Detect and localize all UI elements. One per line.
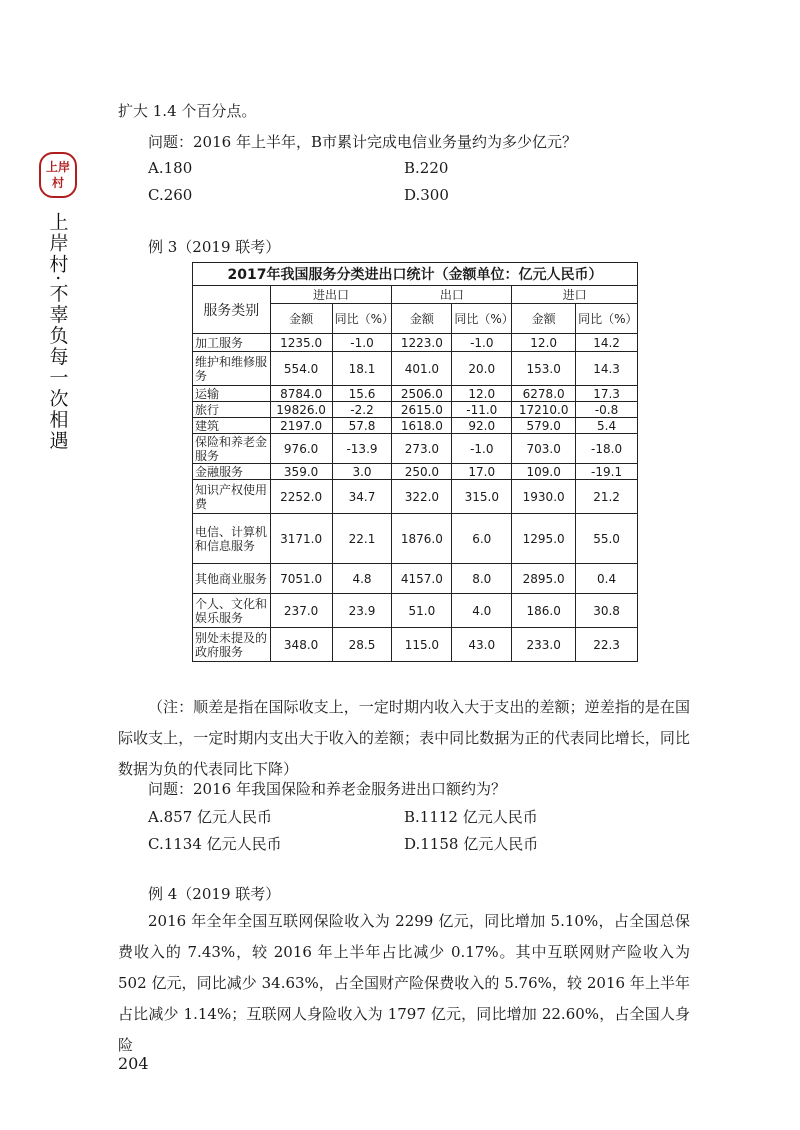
row-value: 14.3 (576, 352, 638, 386)
row-value: 6278.0 (512, 386, 576, 402)
row-value: 51.0 (392, 594, 452, 628)
row-value: 1223.0 (392, 334, 452, 352)
row-value: 57.8 (332, 418, 392, 434)
row-value: 233.0 (512, 628, 576, 662)
row-value: -1.0 (452, 334, 512, 352)
table-row (193, 594, 638, 628)
header-group-export: 出口 (392, 286, 512, 304)
row-value: -18.0 (576, 434, 638, 464)
table-row (193, 480, 638, 514)
row-value: 237.0 (270, 594, 332, 628)
row-value: 2615.0 (392, 402, 452, 418)
row-value: 20.0 (452, 352, 512, 386)
row-value: 55.0 (576, 514, 638, 564)
table-row (193, 434, 638, 464)
row-value: -1.0 (452, 434, 512, 464)
table-body (193, 334, 638, 662)
sub-header: 金额 (270, 304, 332, 334)
row-value: 1930.0 (512, 480, 576, 514)
row-value: 109.0 (512, 464, 576, 480)
row-value: 6.0 (452, 514, 512, 564)
continued-line: 扩大 1.4 个百分点。 (118, 102, 257, 120)
row-value: 1295.0 (512, 514, 576, 564)
note-text: （注：顺差是指在国际收支上，一定时期内收入大于支出的差额；逆差指的是在国际收支上，一定时期内支出大于收入的差额；表中同比数据为正的代表同比增长，同比数据为负的代表同比下降） (118, 698, 690, 778)
brand-seal-logo (39, 152, 77, 198)
row-value: 5.4 (576, 418, 638, 434)
seal-text-bottom: 村 (51, 176, 64, 190)
row-value: 30.8 (576, 594, 638, 628)
header-group-total: 进出口 (270, 286, 392, 304)
option-b: B.220 (404, 159, 449, 177)
option-d-2: D.1158 亿元人民币 (404, 835, 539, 853)
row-value: 579.0 (512, 418, 576, 434)
seal-text-top: 上岸 (45, 160, 70, 174)
row-value: 28.5 (332, 628, 392, 662)
row-value: 2895.0 (512, 564, 576, 594)
row-value: 3171.0 (270, 514, 332, 564)
row-value: 15.6 (332, 386, 392, 402)
service-trade-table (192, 262, 638, 662)
table-row (193, 464, 638, 480)
row-value: 348.0 (270, 628, 332, 662)
table-row (193, 514, 638, 564)
row-value: 17.0 (452, 464, 512, 480)
row-value: 153.0 (512, 352, 576, 386)
row-value: -0.8 (576, 402, 638, 418)
row-value: -1.0 (332, 334, 392, 352)
sub-header: 同比（%） (576, 304, 638, 334)
page-number: 204 (118, 1054, 149, 1073)
table-row (193, 352, 638, 386)
row-value: 1235.0 (270, 334, 332, 352)
row-value: 21.2 (576, 480, 638, 514)
row-value: 2252.0 (270, 480, 332, 514)
row-category: 建筑 (193, 418, 271, 434)
table-row (193, 402, 638, 418)
row-value: 92.0 (452, 418, 512, 434)
row-value: -11.0 (452, 402, 512, 418)
example-3-label: 例 3（2019 联考） (148, 238, 281, 256)
row-value: 8.0 (452, 564, 512, 594)
row-value: 7051.0 (270, 564, 332, 594)
row-category: 加工服务 (193, 334, 271, 352)
row-value: 4157.0 (392, 564, 452, 594)
sub-header: 金额 (392, 304, 452, 334)
row-value: 8784.0 (270, 386, 332, 402)
option-c-2: C.1134 亿元人民币 (148, 835, 282, 853)
row-value: 273.0 (392, 434, 452, 464)
sub-header: 同比（%） (332, 304, 392, 334)
row-value: -2.2 (332, 402, 392, 418)
row-value: 12.0 (512, 334, 576, 352)
row-value: 1618.0 (392, 418, 452, 434)
table-row (193, 334, 638, 352)
row-category: 别处未提及的政府服务 (193, 628, 271, 662)
row-category: 金融服务 (193, 464, 271, 480)
row-value: 554.0 (270, 352, 332, 386)
brand-slogan: 上岸村·不辜负每一次相遇 (46, 212, 69, 452)
row-value: 43.0 (452, 628, 512, 662)
row-category: 保险和养老金服务 (193, 434, 271, 464)
row-value: 19826.0 (270, 402, 332, 418)
row-value: 17.3 (576, 386, 638, 402)
row-value: 12.0 (452, 386, 512, 402)
question-text: 问题：2016 年上半年，B市累计完成电信业务量约为多少亿元？ (148, 133, 577, 151)
row-value: 703.0 (512, 434, 576, 464)
row-value: 3.0 (332, 464, 392, 480)
row-value: 2506.0 (392, 386, 452, 402)
row-category: 运输 (193, 386, 271, 402)
row-category: 维护和维修服务 (193, 352, 271, 386)
question-text-2: 问题：2016 年我国保险和养老金服务进出口额约为？ (148, 780, 506, 798)
row-value: 22.1 (332, 514, 392, 564)
row-value: 34.7 (332, 480, 392, 514)
table-row (193, 564, 638, 594)
row-value: 115.0 (392, 628, 452, 662)
option-a: A.180 (148, 159, 193, 177)
table-row (193, 418, 638, 434)
option-d: D.300 (404, 186, 449, 204)
row-value: 14.2 (576, 334, 638, 352)
header-group-import: 进口 (512, 286, 638, 304)
table-row (193, 628, 638, 662)
row-value: 401.0 (392, 352, 452, 386)
row-value: 4.0 (452, 594, 512, 628)
row-value: 250.0 (392, 464, 452, 480)
sub-header: 金额 (512, 304, 576, 334)
row-value: -19.1 (576, 464, 638, 480)
row-category: 个人、文化和娱乐服务 (193, 594, 271, 628)
sub-header: 同比（%） (452, 304, 512, 334)
row-category: 知识产权使用费 (193, 480, 271, 514)
row-value: 22.3 (576, 628, 638, 662)
table-title: 2017年我国服务分类进出口统计（金额单位：亿元人民币） (193, 263, 638, 286)
row-value: 18.1 (332, 352, 392, 386)
row-value: 4.8 (332, 564, 392, 594)
example-4-label: 例 4（2019 联考） (148, 885, 281, 903)
row-value: 359.0 (270, 464, 332, 480)
example-4-text: 2016 年全年全国互联网保险收入为 2299 亿元，同比增加 5.10%，占全国总保费收入的 7.43%，较 2016 年上半年占比减少 0.17%。其中互联网财产险收入为 502 亿元，同比减少 34.63%，占全国财产险保费收入的 5.76%，较 2016 年上半年占比减少 1.14%；互联网人身险收入为 1797 亿元，同比增加 22.60%，占全国人身险 (118, 912, 690, 1054)
row-value: 186.0 (512, 594, 576, 628)
row-value: 23.9 (332, 594, 392, 628)
option-b-2: B.1112 亿元人民币 (404, 808, 538, 826)
row-value: 1876.0 (392, 514, 452, 564)
sidebar-brand (36, 152, 80, 451)
row-value: 0.4 (576, 564, 638, 594)
option-a-2: A.857 亿元人民币 (148, 808, 272, 826)
row-category: 旅行 (193, 402, 271, 418)
row-value: 315.0 (452, 480, 512, 514)
row-value: 976.0 (270, 434, 332, 464)
row-value: 2197.0 (270, 418, 332, 434)
row-value: 322.0 (392, 480, 452, 514)
row-value: 17210.0 (512, 402, 576, 418)
table-row (193, 386, 638, 402)
row-category: 其他商业服务 (193, 564, 271, 594)
row-category: 电信、计算机和信息服务 (193, 514, 271, 564)
header-category: 服务类别 (193, 286, 271, 334)
option-c: C.260 (148, 186, 193, 204)
row-value: -13.9 (332, 434, 392, 464)
